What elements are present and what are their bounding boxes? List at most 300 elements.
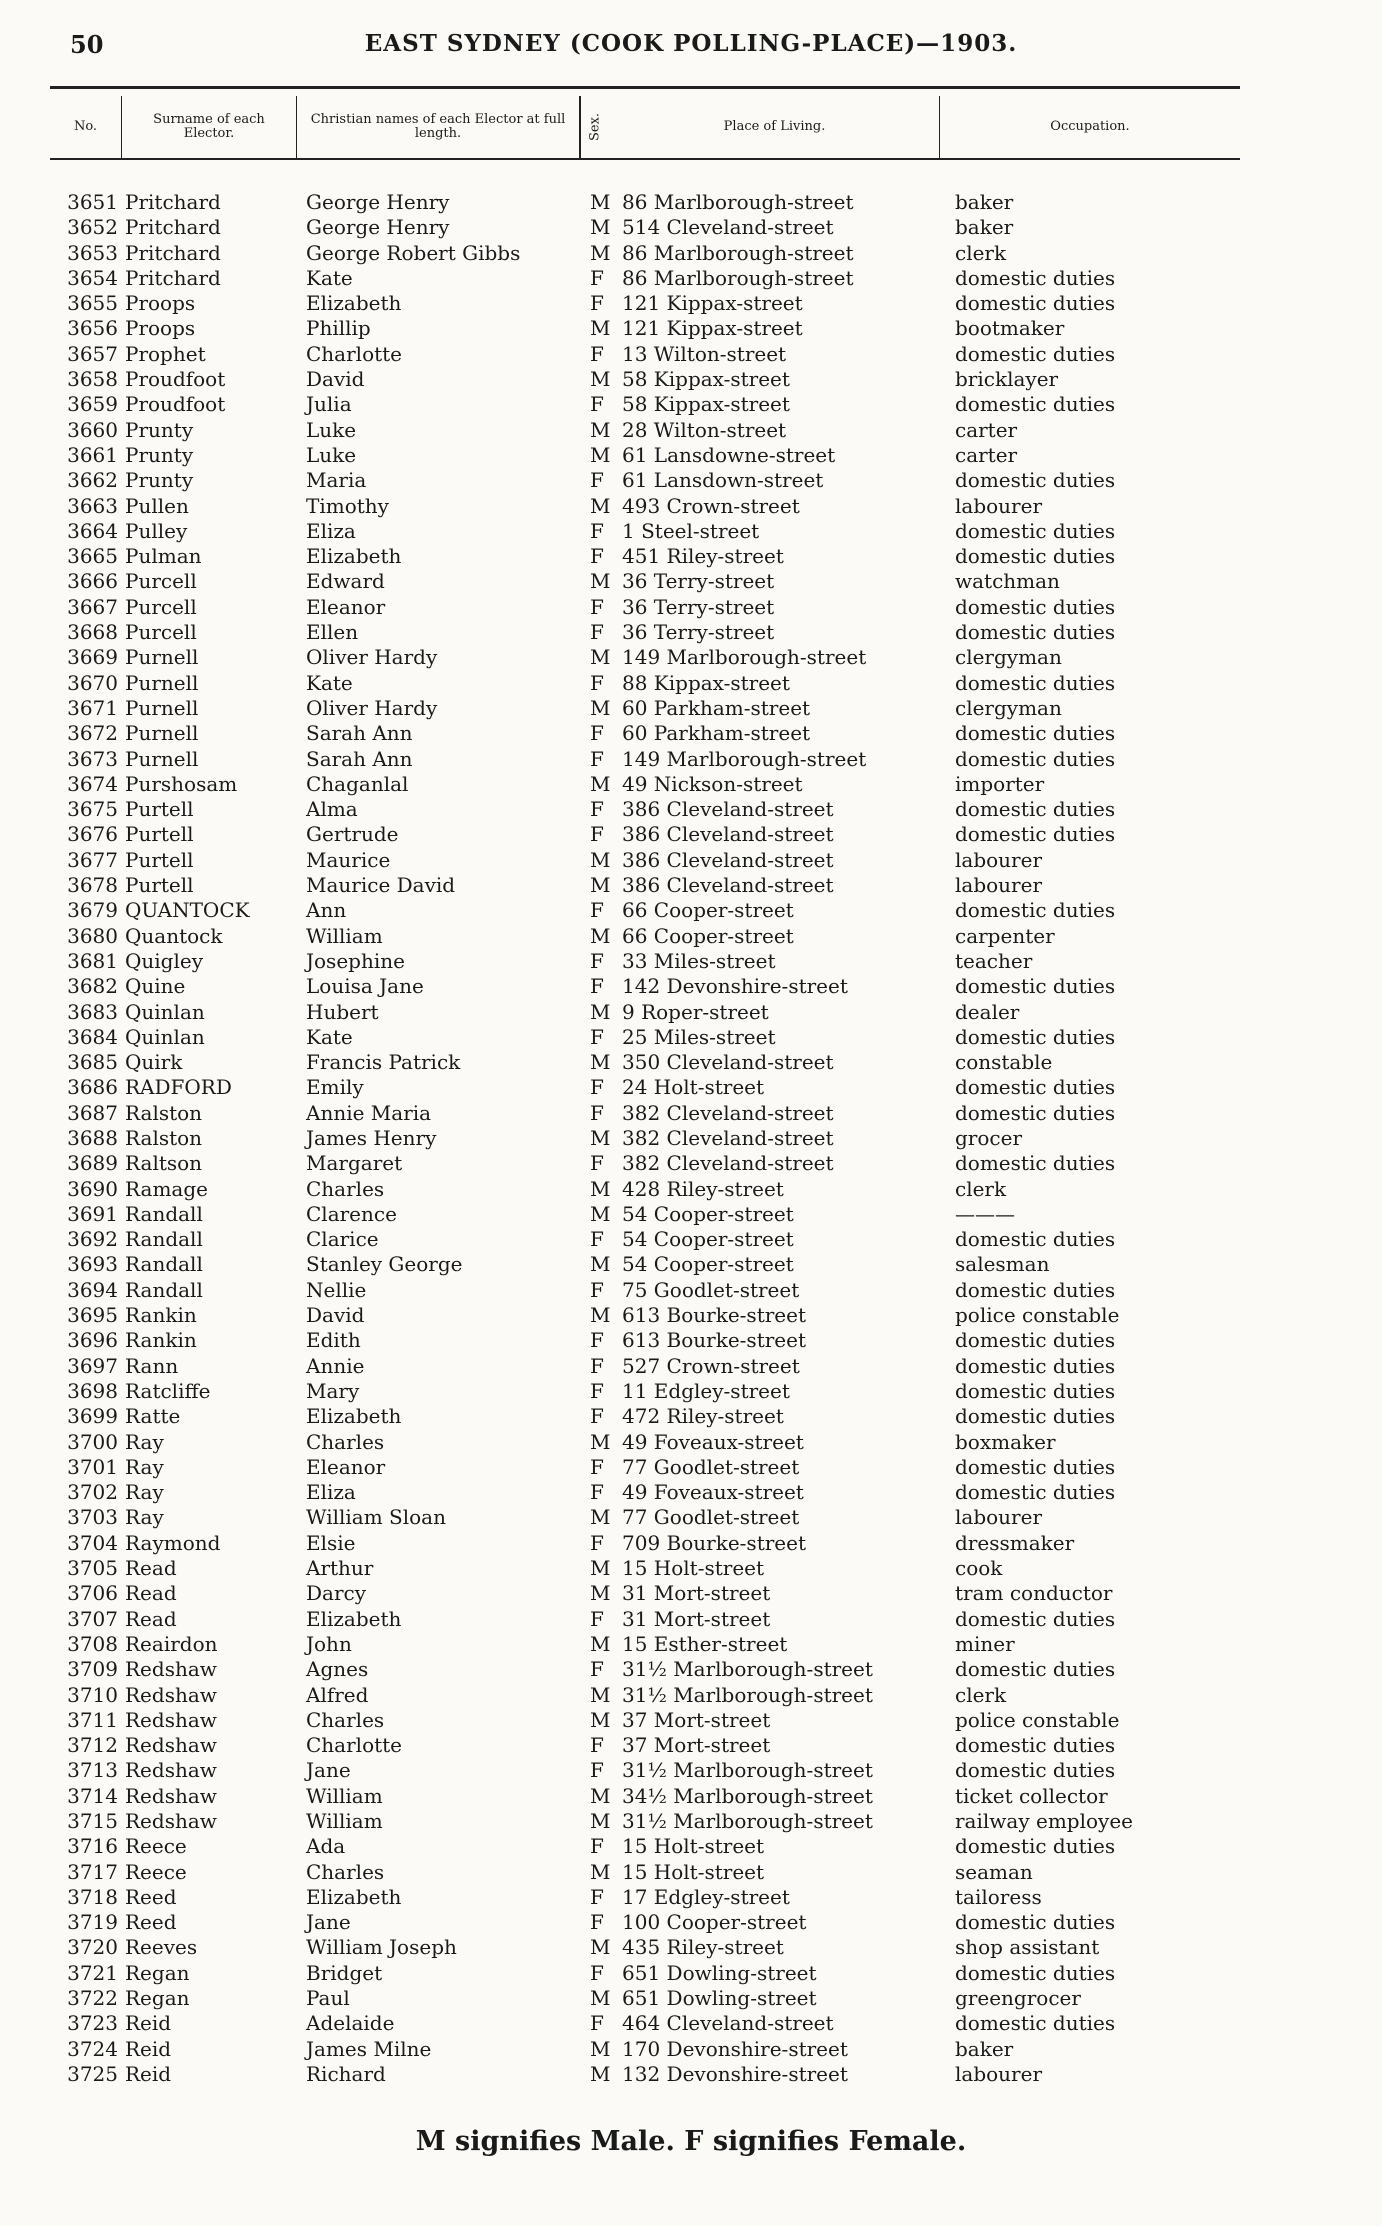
record-sex: F xyxy=(590,1480,604,1505)
record-sex: F xyxy=(590,265,604,290)
record-place-of-living: 613 Bourke-street xyxy=(622,1328,806,1353)
record-christian-names: Jane xyxy=(306,1910,351,1935)
record-surname: Randall xyxy=(125,1201,203,1226)
table-row xyxy=(50,468,1290,493)
record-place-of-living: 709 Bourke-street xyxy=(622,1530,806,1555)
record-sex: F xyxy=(590,797,604,822)
table-row xyxy=(50,1000,1290,1025)
record-surname: Pritchard xyxy=(125,190,221,214)
record-place-of-living: 382 Cleveland-street xyxy=(622,1100,834,1125)
record-place-of-living: 49 Foveaux-street xyxy=(622,1429,804,1454)
record-christian-names: George Henry xyxy=(306,215,450,240)
record-occupation: importer xyxy=(955,771,1045,796)
record-occupation: carter xyxy=(955,417,1018,442)
table-row xyxy=(50,1202,1290,1227)
record-christian-names: Oliver Hardy xyxy=(306,695,438,720)
record-sex: F xyxy=(590,1758,604,1783)
record-occupation: labourer xyxy=(955,2061,1043,2086)
record-occupation: domestic duties xyxy=(955,1353,1116,1378)
record-christian-names: Louisa Jane xyxy=(306,974,424,999)
record-occupation: greengrocer xyxy=(955,1986,1081,2011)
record-occupation: domestic duties xyxy=(955,1454,1116,1479)
record-christian-names: Ann xyxy=(306,898,347,923)
record-place-of-living: 54 Cooper-street xyxy=(622,1227,794,1252)
record-occupation: labourer xyxy=(955,873,1043,898)
table-row xyxy=(50,2062,1290,2087)
record-surname: Redshaw xyxy=(125,1733,217,1758)
record-occupation: cook xyxy=(955,1556,1003,1581)
record-christian-names: Elizabeth xyxy=(306,291,402,316)
record-occupation: domestic duties xyxy=(955,518,1116,543)
table-row xyxy=(50,1733,1290,1758)
record-sex: M xyxy=(590,1252,611,1277)
record-place-of-living: 121 Kippax-street xyxy=(622,316,803,341)
record-number: 3662 xyxy=(67,468,118,493)
record-surname: Reed xyxy=(125,1910,177,1935)
table-row xyxy=(50,443,1290,468)
record-place-of-living: 75 Goodlet-street xyxy=(622,1277,800,1302)
record-sex: M xyxy=(590,569,611,594)
record-number: 3714 xyxy=(67,1783,118,1808)
record-surname: Pritchard xyxy=(125,240,221,265)
record-christian-names: Alma xyxy=(306,797,358,822)
record-christian-names: William xyxy=(306,1783,383,1808)
record-surname: Quigley xyxy=(125,948,204,973)
record-sex: F xyxy=(590,974,604,999)
record-place-of-living: 36 Terry-street xyxy=(622,620,775,645)
record-surname: Ratcliffe xyxy=(125,1378,211,1403)
record-surname: RADFORD xyxy=(125,1075,232,1100)
record-place-of-living: 31½ Marlborough-street xyxy=(622,1809,873,1833)
record-number: 3716 xyxy=(67,1834,118,1859)
record-surname: Prophet xyxy=(125,341,206,366)
record-number: 3712 xyxy=(67,1733,118,1758)
record-sex: M xyxy=(590,1935,611,1960)
record-place-of-living: 31 Mort-street xyxy=(622,1606,771,1631)
record-number: 3720 xyxy=(67,1935,118,1960)
record-occupation: baker xyxy=(955,2036,1014,2061)
record-place-of-living: 49 Foveaux-street xyxy=(622,1480,804,1505)
record-place-of-living: 121 Kippax-street xyxy=(622,291,803,316)
table-row xyxy=(50,1961,1290,1986)
table-row xyxy=(50,1556,1290,1581)
record-surname: Reid xyxy=(125,2061,172,2086)
record-number: 3692 xyxy=(67,1227,118,1252)
record-christian-names: Sarah Ann xyxy=(306,746,413,771)
record-number: 3685 xyxy=(67,1050,118,1075)
record-occupation: domestic duties xyxy=(955,721,1116,746)
record-surname: Ray xyxy=(125,1454,164,1479)
record-number: 3674 xyxy=(67,771,118,796)
record-sex: F xyxy=(590,1530,604,1555)
record-sex: F xyxy=(590,898,604,923)
table-row xyxy=(50,1885,1290,1910)
record-number: 3700 xyxy=(67,1429,118,1454)
record-surname: Purnell xyxy=(125,645,199,670)
record-sex: F xyxy=(590,948,604,973)
record-sex: F xyxy=(590,1834,604,1859)
record-number: 3697 xyxy=(67,1353,118,1378)
table-row xyxy=(50,1834,1290,1859)
record-surname: Purnell xyxy=(125,695,199,720)
record-number: 3675 xyxy=(67,797,118,822)
table-row xyxy=(50,2037,1290,2062)
record-sex: F xyxy=(590,1075,604,1100)
header-christian-names: Christian names of each Elector at full length. xyxy=(297,96,580,158)
record-surname: Ray xyxy=(125,1429,164,1454)
record-surname: Regan xyxy=(125,1986,190,2011)
record-number: 3665 xyxy=(67,544,118,569)
record-sex: F xyxy=(590,544,604,569)
record-sex: F xyxy=(590,291,604,316)
table-row xyxy=(50,1632,1290,1657)
record-christian-names: William xyxy=(306,1809,383,1833)
record-surname: Purtell xyxy=(125,847,194,872)
record-number: 3701 xyxy=(67,1454,118,1479)
record-occupation: domestic duties xyxy=(955,544,1116,569)
table-row xyxy=(50,1227,1290,1252)
record-number: 3688 xyxy=(67,1125,118,1150)
record-surname: Purnell xyxy=(125,670,199,695)
record-number: 3706 xyxy=(67,1581,118,1606)
record-place-of-living: 170 Devonshire-street xyxy=(622,2036,848,2061)
record-sex: M xyxy=(590,1783,611,1808)
record-place-of-living: 15 Holt-street xyxy=(622,1859,765,1884)
record-number: 3698 xyxy=(67,1378,118,1403)
record-sex: F xyxy=(590,1277,604,1302)
record-place-of-living: 13 Wilton-street xyxy=(622,341,787,366)
record-sex: M xyxy=(590,1176,611,1201)
record-sex: F xyxy=(590,518,604,543)
record-number: 3657 xyxy=(67,341,118,366)
record-number: 3719 xyxy=(67,1910,118,1935)
record-surname: Prunty xyxy=(125,417,194,442)
record-surname: Proops xyxy=(125,316,196,341)
record-number: 3694 xyxy=(67,1277,118,1302)
record-occupation: domestic duties xyxy=(955,670,1116,695)
record-number: 3684 xyxy=(67,1024,118,1049)
record-surname: Pullen xyxy=(125,493,189,518)
record-place-of-living: 464 Cleveland-street xyxy=(622,2011,834,2036)
record-number: 3679 xyxy=(67,898,118,923)
record-place-of-living: 514 Cleveland-street xyxy=(622,215,834,240)
record-sex: F xyxy=(590,1454,604,1479)
table-row xyxy=(50,1708,1290,1733)
table-row xyxy=(50,1607,1290,1632)
record-place-of-living: 472 Riley-street xyxy=(622,1404,784,1429)
record-place-of-living: 15 Holt-street xyxy=(622,1834,765,1859)
record-occupation: domestic duties xyxy=(955,746,1116,771)
record-christian-names: Emily xyxy=(306,1075,364,1100)
record-number: 3721 xyxy=(67,1960,118,1985)
record-number: 3713 xyxy=(67,1758,118,1783)
record-sex: M xyxy=(590,493,611,518)
record-surname: Rankin xyxy=(125,1328,197,1353)
record-surname: Quirk xyxy=(125,1050,183,1075)
record-sex: M xyxy=(590,999,611,1024)
record-place-of-living: 386 Cleveland-street xyxy=(622,797,834,822)
record-sex: F xyxy=(590,822,604,847)
page-title: EAST SYDNEY (COOK POLLING-PLACE)—1903. xyxy=(364,30,1018,57)
record-christian-names: Charles xyxy=(306,1707,385,1732)
record-christian-names: Clarice xyxy=(306,1227,379,1252)
table-row xyxy=(50,898,1290,923)
record-place-of-living: 77 Goodlet-street xyxy=(622,1505,800,1530)
record-sex: M xyxy=(590,923,611,948)
header-no: No. xyxy=(50,96,122,158)
record-occupation: boxmaker xyxy=(955,1429,1056,1454)
record-place-of-living: 34½ Marlborough-street xyxy=(622,1783,873,1808)
header-occupation: Occupation. xyxy=(1050,118,1130,134)
record-number: 3681 xyxy=(67,948,118,973)
table-row xyxy=(50,1657,1290,1682)
record-occupation: watchman xyxy=(955,569,1060,594)
record-christian-names: Paul xyxy=(306,1986,350,2011)
page-number: 50 xyxy=(70,30,104,59)
record-place-of-living: 17 Edgley-street xyxy=(622,1884,790,1909)
record-occupation: domestic duties xyxy=(955,620,1116,645)
record-number: 3699 xyxy=(67,1404,118,1429)
table-row xyxy=(50,1531,1290,1556)
table-row xyxy=(50,1505,1290,1530)
record-sex: F xyxy=(590,670,604,695)
table-row xyxy=(50,1784,1290,1809)
record-place-of-living: 61 Lansdowne-street xyxy=(622,442,836,467)
table-row xyxy=(50,367,1290,392)
record-place-of-living: 1 Steel-street xyxy=(622,518,760,543)
record-occupation: clerk xyxy=(955,1176,1007,1201)
record-number: 3691 xyxy=(67,1201,118,1226)
record-surname: Pritchard xyxy=(125,265,221,290)
record-christian-names: Annie xyxy=(306,1353,365,1378)
record-christian-names: James Henry xyxy=(306,1125,437,1150)
record-surname: Quantock xyxy=(125,923,223,948)
record-occupation: domestic duties xyxy=(955,1606,1116,1631)
record-surname: Ralston xyxy=(125,1100,203,1125)
record-number: 3652 xyxy=(67,215,118,240)
record-christian-names: Elizabeth xyxy=(306,1404,402,1429)
record-surname: Reid xyxy=(125,2036,172,2061)
record-sex: M xyxy=(590,417,611,442)
record-occupation: domestic duties xyxy=(955,1657,1116,1682)
record-place-of-living: 54 Cooper-street xyxy=(622,1201,794,1226)
record-place-of-living: 132 Devonshire-street xyxy=(622,2061,848,2086)
record-occupation: domestic duties xyxy=(955,1328,1116,1353)
record-christian-names: Kate xyxy=(306,265,353,290)
record-christian-names: Arthur xyxy=(306,1556,374,1581)
table-row xyxy=(50,721,1290,746)
record-sex: F xyxy=(590,341,604,366)
record-place-of-living: 66 Cooper-street xyxy=(622,923,794,948)
record-christian-names: William xyxy=(306,923,383,948)
record-christian-names: Ellen xyxy=(306,620,359,645)
record-christian-names: Maria xyxy=(306,468,367,493)
record-number: 3693 xyxy=(67,1252,118,1277)
record-number: 3689 xyxy=(67,1151,118,1176)
record-place-of-living: 86 Marlborough-street xyxy=(622,190,854,214)
record-number: 3718 xyxy=(67,1884,118,1909)
record-christian-names: Eleanor xyxy=(306,594,386,619)
record-sex: M xyxy=(590,215,611,240)
table-row xyxy=(50,1075,1290,1100)
record-place-of-living: 651 Dowling-street xyxy=(622,1986,817,2011)
table-row xyxy=(50,316,1290,341)
record-christian-names: Darcy xyxy=(306,1581,367,1606)
record-number: 3653 xyxy=(67,240,118,265)
record-christian-names: Eliza xyxy=(306,1480,356,1505)
table-row xyxy=(50,1151,1290,1176)
record-number: 3702 xyxy=(67,1480,118,1505)
header-place-of-living: Place of Living. xyxy=(610,96,940,158)
record-place-of-living: 613 Bourke-street xyxy=(622,1303,806,1328)
record-number: 3683 xyxy=(67,999,118,1024)
record-occupation: salesman xyxy=(955,1252,1050,1277)
record-surname: Pritchard xyxy=(125,215,221,240)
record-number: 3705 xyxy=(67,1556,118,1581)
record-sex: F xyxy=(590,1910,604,1935)
record-place-of-living: 382 Cleveland-street xyxy=(622,1151,834,1176)
record-occupation: domestic duties xyxy=(955,1378,1116,1403)
record-surname: Reece xyxy=(125,1834,187,1859)
sex-legend-footer: M signifies Male. F signifies Female. xyxy=(415,2126,967,2157)
record-occupation: shop assistant xyxy=(955,1935,1100,1960)
record-christian-names: Charlotte xyxy=(306,1733,403,1758)
record-surname: Regan xyxy=(125,1960,190,1985)
record-occupation: domestic duties xyxy=(955,974,1116,999)
record-occupation: ticket collector xyxy=(955,1783,1108,1808)
record-sex: M xyxy=(590,2061,611,2086)
record-christian-names: Charles xyxy=(306,1429,385,1454)
record-number: 3723 xyxy=(67,2011,118,2036)
record-number: 3668 xyxy=(67,620,118,645)
record-christian-names: Edward xyxy=(306,569,385,594)
record-christian-names: David xyxy=(306,367,365,392)
table-row xyxy=(50,342,1290,367)
table-row xyxy=(50,1101,1290,1126)
record-christian-names: William Joseph xyxy=(306,1935,457,1960)
record-occupation: police constable xyxy=(955,1303,1120,1328)
record-number: 3660 xyxy=(67,417,118,442)
table-row xyxy=(50,1809,1290,1834)
record-sex: F xyxy=(590,1657,604,1682)
record-christian-names: Julia xyxy=(306,392,352,417)
record-occupation: clerk xyxy=(955,240,1007,265)
record-number: 3667 xyxy=(67,594,118,619)
record-surname: Quinlan xyxy=(125,999,205,1024)
table-row xyxy=(50,1581,1290,1606)
record-number: 3651 xyxy=(67,190,118,214)
record-number: 3687 xyxy=(67,1100,118,1125)
record-christian-names: Charles xyxy=(306,1859,385,1884)
record-sex: M xyxy=(590,1631,611,1656)
table-row xyxy=(50,1935,1290,1960)
table-row xyxy=(50,1177,1290,1202)
record-sex: M xyxy=(590,240,611,265)
record-surname: Proops xyxy=(125,291,196,316)
record-christian-names: Elizabeth xyxy=(306,1884,402,1909)
record-place-of-living: 493 Crown-street xyxy=(622,493,800,518)
table-row xyxy=(50,924,1290,949)
record-occupation: domestic duties xyxy=(955,1960,1116,1985)
record-occupation: teacher xyxy=(955,948,1033,973)
table-row xyxy=(50,1354,1290,1379)
table-row xyxy=(50,1303,1290,1328)
record-number: 3655 xyxy=(67,291,118,316)
record-place-of-living: 142 Devonshire-street xyxy=(622,974,848,999)
record-place-of-living: 386 Cleveland-street xyxy=(622,847,834,872)
record-sex: F xyxy=(590,2011,604,2036)
record-occupation: domestic duties xyxy=(955,1024,1116,1049)
table-row xyxy=(50,1379,1290,1404)
table-row xyxy=(50,1328,1290,1353)
record-surname: Ray xyxy=(125,1480,164,1505)
top-rule xyxy=(50,86,1240,89)
record-sex: F xyxy=(590,1227,604,1252)
record-sex: M xyxy=(590,316,611,341)
record-sex: F xyxy=(590,1378,604,1403)
record-occupation: domestic duties xyxy=(955,2011,1116,2036)
record-number: 3695 xyxy=(67,1303,118,1328)
table-row xyxy=(50,1278,1290,1303)
record-number: 3669 xyxy=(67,645,118,670)
record-place-of-living: 527 Crown-street xyxy=(622,1353,800,1378)
record-occupation: railway employee xyxy=(955,1809,1133,1833)
record-surname: Redshaw xyxy=(125,1657,217,1682)
record-place-of-living: 61 Lansdown-street xyxy=(622,468,824,493)
record-number: 3708 xyxy=(67,1631,118,1656)
record-christian-names: Mary xyxy=(306,1378,360,1403)
table-row xyxy=(50,418,1290,443)
record-surname: Purcell xyxy=(125,569,197,594)
record-occupation: ——— xyxy=(955,1201,1015,1226)
record-place-of-living: 100 Cooper-street xyxy=(622,1910,807,1935)
record-christian-names: Luke xyxy=(306,417,357,442)
record-number: 3658 xyxy=(67,367,118,392)
record-place-of-living: 77 Goodlet-street xyxy=(622,1454,800,1479)
record-occupation: dressmaker xyxy=(955,1530,1075,1555)
record-surname: Ray xyxy=(125,1505,164,1530)
record-number: 3656 xyxy=(67,316,118,341)
record-number: 3711 xyxy=(67,1707,118,1732)
record-surname: Purnell xyxy=(125,746,199,771)
record-sex: F xyxy=(590,392,604,417)
record-sex: F xyxy=(590,746,604,771)
record-surname: Prunty xyxy=(125,442,194,467)
record-surname: Read xyxy=(125,1581,177,1606)
record-surname: Reeves xyxy=(125,1935,198,1960)
record-christian-names: Charlotte xyxy=(306,341,403,366)
record-place-of-living: 11 Edgley-street xyxy=(622,1378,790,1403)
record-surname: Reed xyxy=(125,1884,177,1909)
table-row xyxy=(50,797,1290,822)
record-surname: Read xyxy=(125,1606,177,1631)
record-number: 3661 xyxy=(67,442,118,467)
record-number: 3709 xyxy=(67,1657,118,1682)
record-place-of-living: 60 Parkham-street xyxy=(622,721,811,746)
record-occupation: domestic duties xyxy=(955,594,1116,619)
record-christian-names: Adelaide xyxy=(306,2011,395,2036)
record-sex: M xyxy=(590,1050,611,1075)
record-surname: Reairdon xyxy=(125,1631,218,1656)
table-row xyxy=(50,1910,1290,1935)
record-christian-names: Sarah Ann xyxy=(306,721,413,746)
record-place-of-living: 15 Holt-street xyxy=(622,1556,765,1581)
record-occupation: domestic duties xyxy=(955,1834,1116,1859)
record-number: 3670 xyxy=(67,670,118,695)
record-occupation: clergyman xyxy=(955,695,1062,720)
record-surname: Randall xyxy=(125,1227,203,1252)
record-christian-names: Kate xyxy=(306,1024,353,1049)
